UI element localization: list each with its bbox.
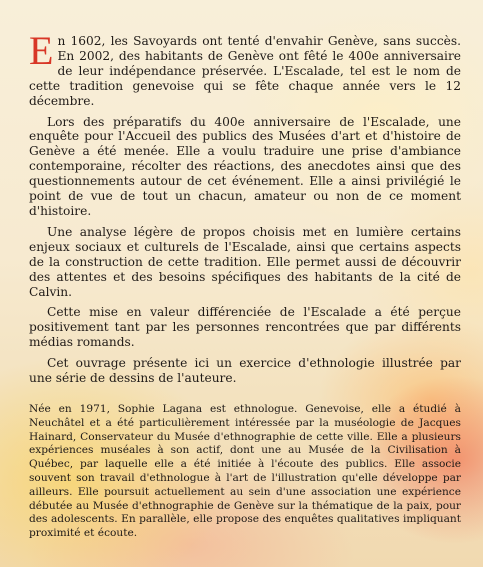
intro-text [29,28,461,392]
intro-paragraph-5: Cet ouvrage présente ici un exercice d'ethnologie illustrée par une série de dessins de l'auteure. [29,356,461,386]
author-bio-text: Née en 1971, Sophie Lagana est ethnologue. Genevoise, elle a étudié à Neuchâtel et a été particulièrement intéressée par la muséologie de Jacques Hainard, Conservateur du Musée d'ethnographie de cette ville. Elle a plusieurs expériences muséales à son actif, dont une au Musée de la Civilisation à Québec, par laquelle elle a été initiée à l'écoute des publics. Elle associe souvent son travail d'ethnologue à l'art de l'illustration qu'elle développe par ailleurs. Elle poursuit actuellement au sein d'une association une expérience débutée au Musée d'ethnographie de Genève sur la thématique de la paix, pour des adolescents. En parallèle, elle propose des enquêtes qualitatives impliquant proximité et écoute. [29,403,461,540]
intro-paragraph-4: Cette mise en valeur différenciée de l'Escalade a été perçue positivement tant par les personnes rencontrées que par différents médias romands. [29,305,461,350]
author-bio [29,403,461,541]
intro-paragraph-1 [29,28,461,109]
intro-paragraph-1-text: n 1602, les Savoyards ont tenté d'envahir Genève, sans succès. En 2002, des habitants de Genève ont fêté le 400e anniversaire de leur indépendance préservée. L'Escalade, tel est le nom de cette tradition genevoise qui se fête chaque année vers le 12 décembre. [29,34,461,108]
intro-paragraph-3: Une analyse légère de propos choisis met en lumière certains enjeux sociaux et culturels de l'Escalade, ainsi que certains aspects de la construction de cette tradition. Elle permet aussi de découvrir des attentes et des besoins spécifiques des habitants de la cité de Calvin. [29,224,461,299]
intro-paragraph-2: Lors des préparatifs du 400e anniversaire de l'Escalade, une enquête pour l'Accueil des publics des Musées d'art et d'histoire de Genève a été menée. Elle a voulu traduire une prise d'ambiance contemporaine, récolter des réactions, des anecdotes ainsi que des questionnements autour de cet événement. Elle a ainsi privilégié le point de vue de tout un chacun, amateur ou non de ce moment d'histoire. [29,114,461,218]
drop-cap-letter: E [29,28,54,73]
